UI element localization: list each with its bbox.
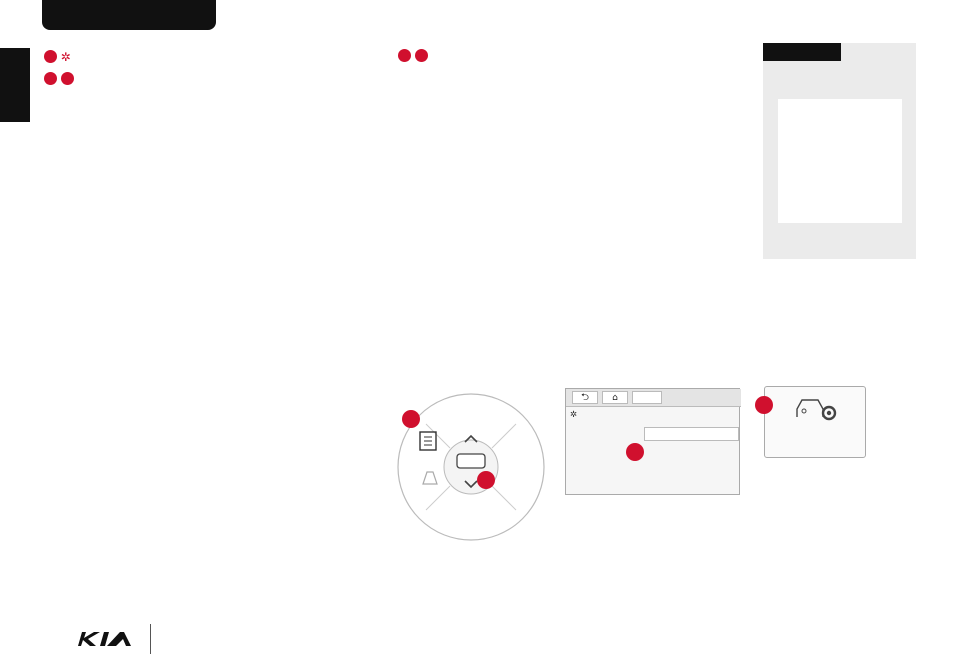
drive-mode-alert-item[interactable] <box>644 427 739 441</box>
badge-d <box>415 49 428 62</box>
gear-icon: ✲ <box>570 410 578 420</box>
badge-a <box>44 50 57 63</box>
back-icon[interactable]: ⮌ <box>572 391 598 404</box>
badge-a <box>61 72 74 85</box>
car-gear-icon <box>793 395 839 425</box>
user-settings-para1 <box>44 46 380 66</box>
qr-code-panel <box>763 43 916 259</box>
badge-b-callout <box>477 471 495 489</box>
badge-d-callout <box>755 396 773 414</box>
head-unit-screen <box>565 388 740 495</box>
kia-logo <box>76 630 138 648</box>
user-settings-section <box>44 40 380 97</box>
qr-code-icon <box>778 99 902 223</box>
home-icon[interactable]: ⌂ <box>602 391 628 404</box>
side-tab <box>0 48 30 122</box>
badge-c <box>398 49 411 62</box>
vehicle-settings-section <box>398 40 770 70</box>
badge-a-callout <box>402 410 420 428</box>
user-settings-para2 <box>44 72 380 89</box>
vehicle-settings-icon-button[interactable] <box>764 386 866 458</box>
screen-topbar <box>566 389 741 407</box>
vehicle-settings-intro <box>398 49 770 65</box>
badge-b <box>44 72 57 85</box>
footer-divider <box>150 624 151 654</box>
ok-button[interactable] <box>457 454 485 468</box>
section-tab <box>42 0 216 30</box>
qr-code-image[interactable] <box>778 99 902 223</box>
badge-c-callout <box>626 443 644 461</box>
menu-button[interactable] <box>632 391 662 404</box>
screen-title <box>570 410 577 420</box>
qr-tab <box>763 43 841 61</box>
footer-guide-title <box>166 632 172 643</box>
gear-icon: ✲ <box>60 49 71 64</box>
